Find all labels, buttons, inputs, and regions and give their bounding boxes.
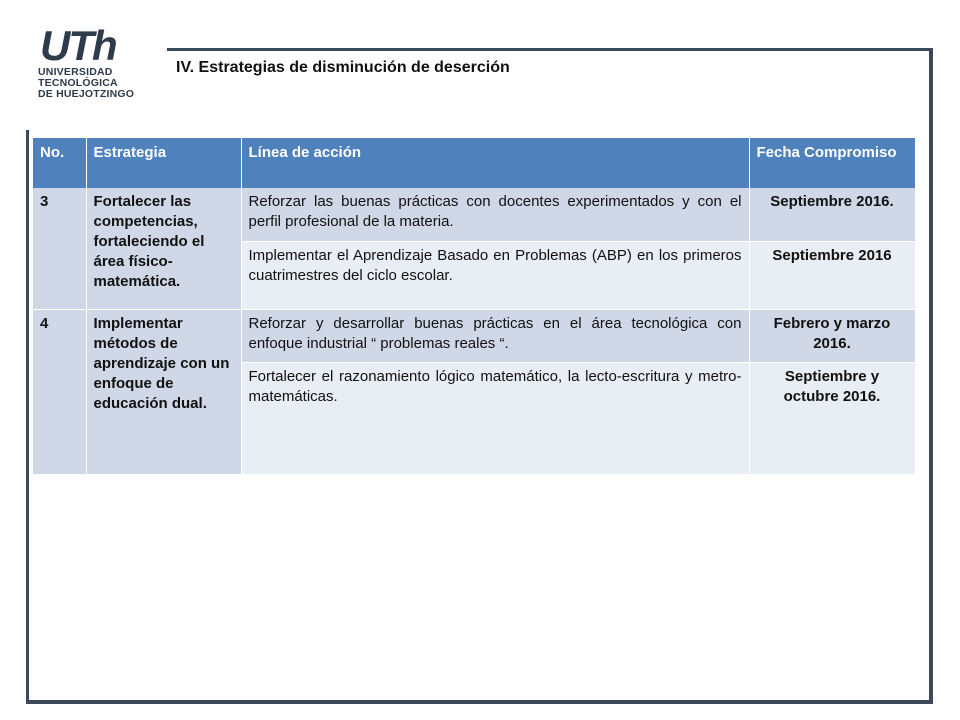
action-line: Reforzar y desarrollar buenas prácticas en el área tecnológica con enfoque industrial “ problemas reales “. [241, 309, 749, 362]
strategy-number: 3 [33, 188, 86, 309]
action-line: Reforzar las buenas prácticas con docentes experimentados y con el perfil profesional de la materia. [241, 188, 749, 241]
logo-line-3: DE HUEJOTZINGO [38, 88, 135, 100]
action-line: Implementar el Aprendizaje Basado en Problemas (ABP) en los primeros cuatrimestres del ciclo escolar. [241, 241, 749, 309]
table-row [33, 188, 915, 241]
header-strategy: Estrategia [86, 138, 241, 188]
header-action-line: Línea de acción [241, 138, 749, 188]
strategies-table [33, 138, 916, 475]
logo-line-2: TECNOLÓGICA [38, 77, 118, 89]
commitment-date: Septiembre 2016. [749, 188, 915, 241]
frame-right-border [929, 48, 933, 704]
strategy-number: 4 [33, 309, 86, 474]
svg-text:UTh: UTh [40, 22, 116, 64]
table-row [33, 309, 915, 362]
table-header-row [33, 138, 915, 188]
commitment-date: Septiembre y octubre 2016. [749, 362, 915, 474]
commitment-date: Septiembre 2016 [749, 241, 915, 309]
header-no: No. [33, 138, 86, 188]
header-commitment-date: Fecha Compromiso [749, 138, 915, 188]
action-line: Fortalecer el razonamiento lógico matemático, la lecto-escritura y metro-matemáticas. [241, 362, 749, 474]
logo-line-1: UNIVERSIDAD [38, 66, 113, 78]
uth-logo-mark [38, 22, 138, 64]
frame-bottom-border [26, 700, 933, 704]
strategy-name: Fortalecer las competencias, fortaleciendo el área físico-matemática. [86, 188, 241, 309]
strategy-name: Implementar métodos de aprendizaje con un enfoque de educación dual. [86, 309, 241, 474]
page-title: IV. Estrategias de disminución de deserción [176, 59, 510, 76]
logo-text [38, 67, 144, 100]
frame-left-border [26, 130, 29, 704]
frame-top-border [167, 48, 933, 51]
commitment-date: Febrero y marzo 2016. [749, 309, 915, 362]
university-logo [38, 22, 144, 106]
